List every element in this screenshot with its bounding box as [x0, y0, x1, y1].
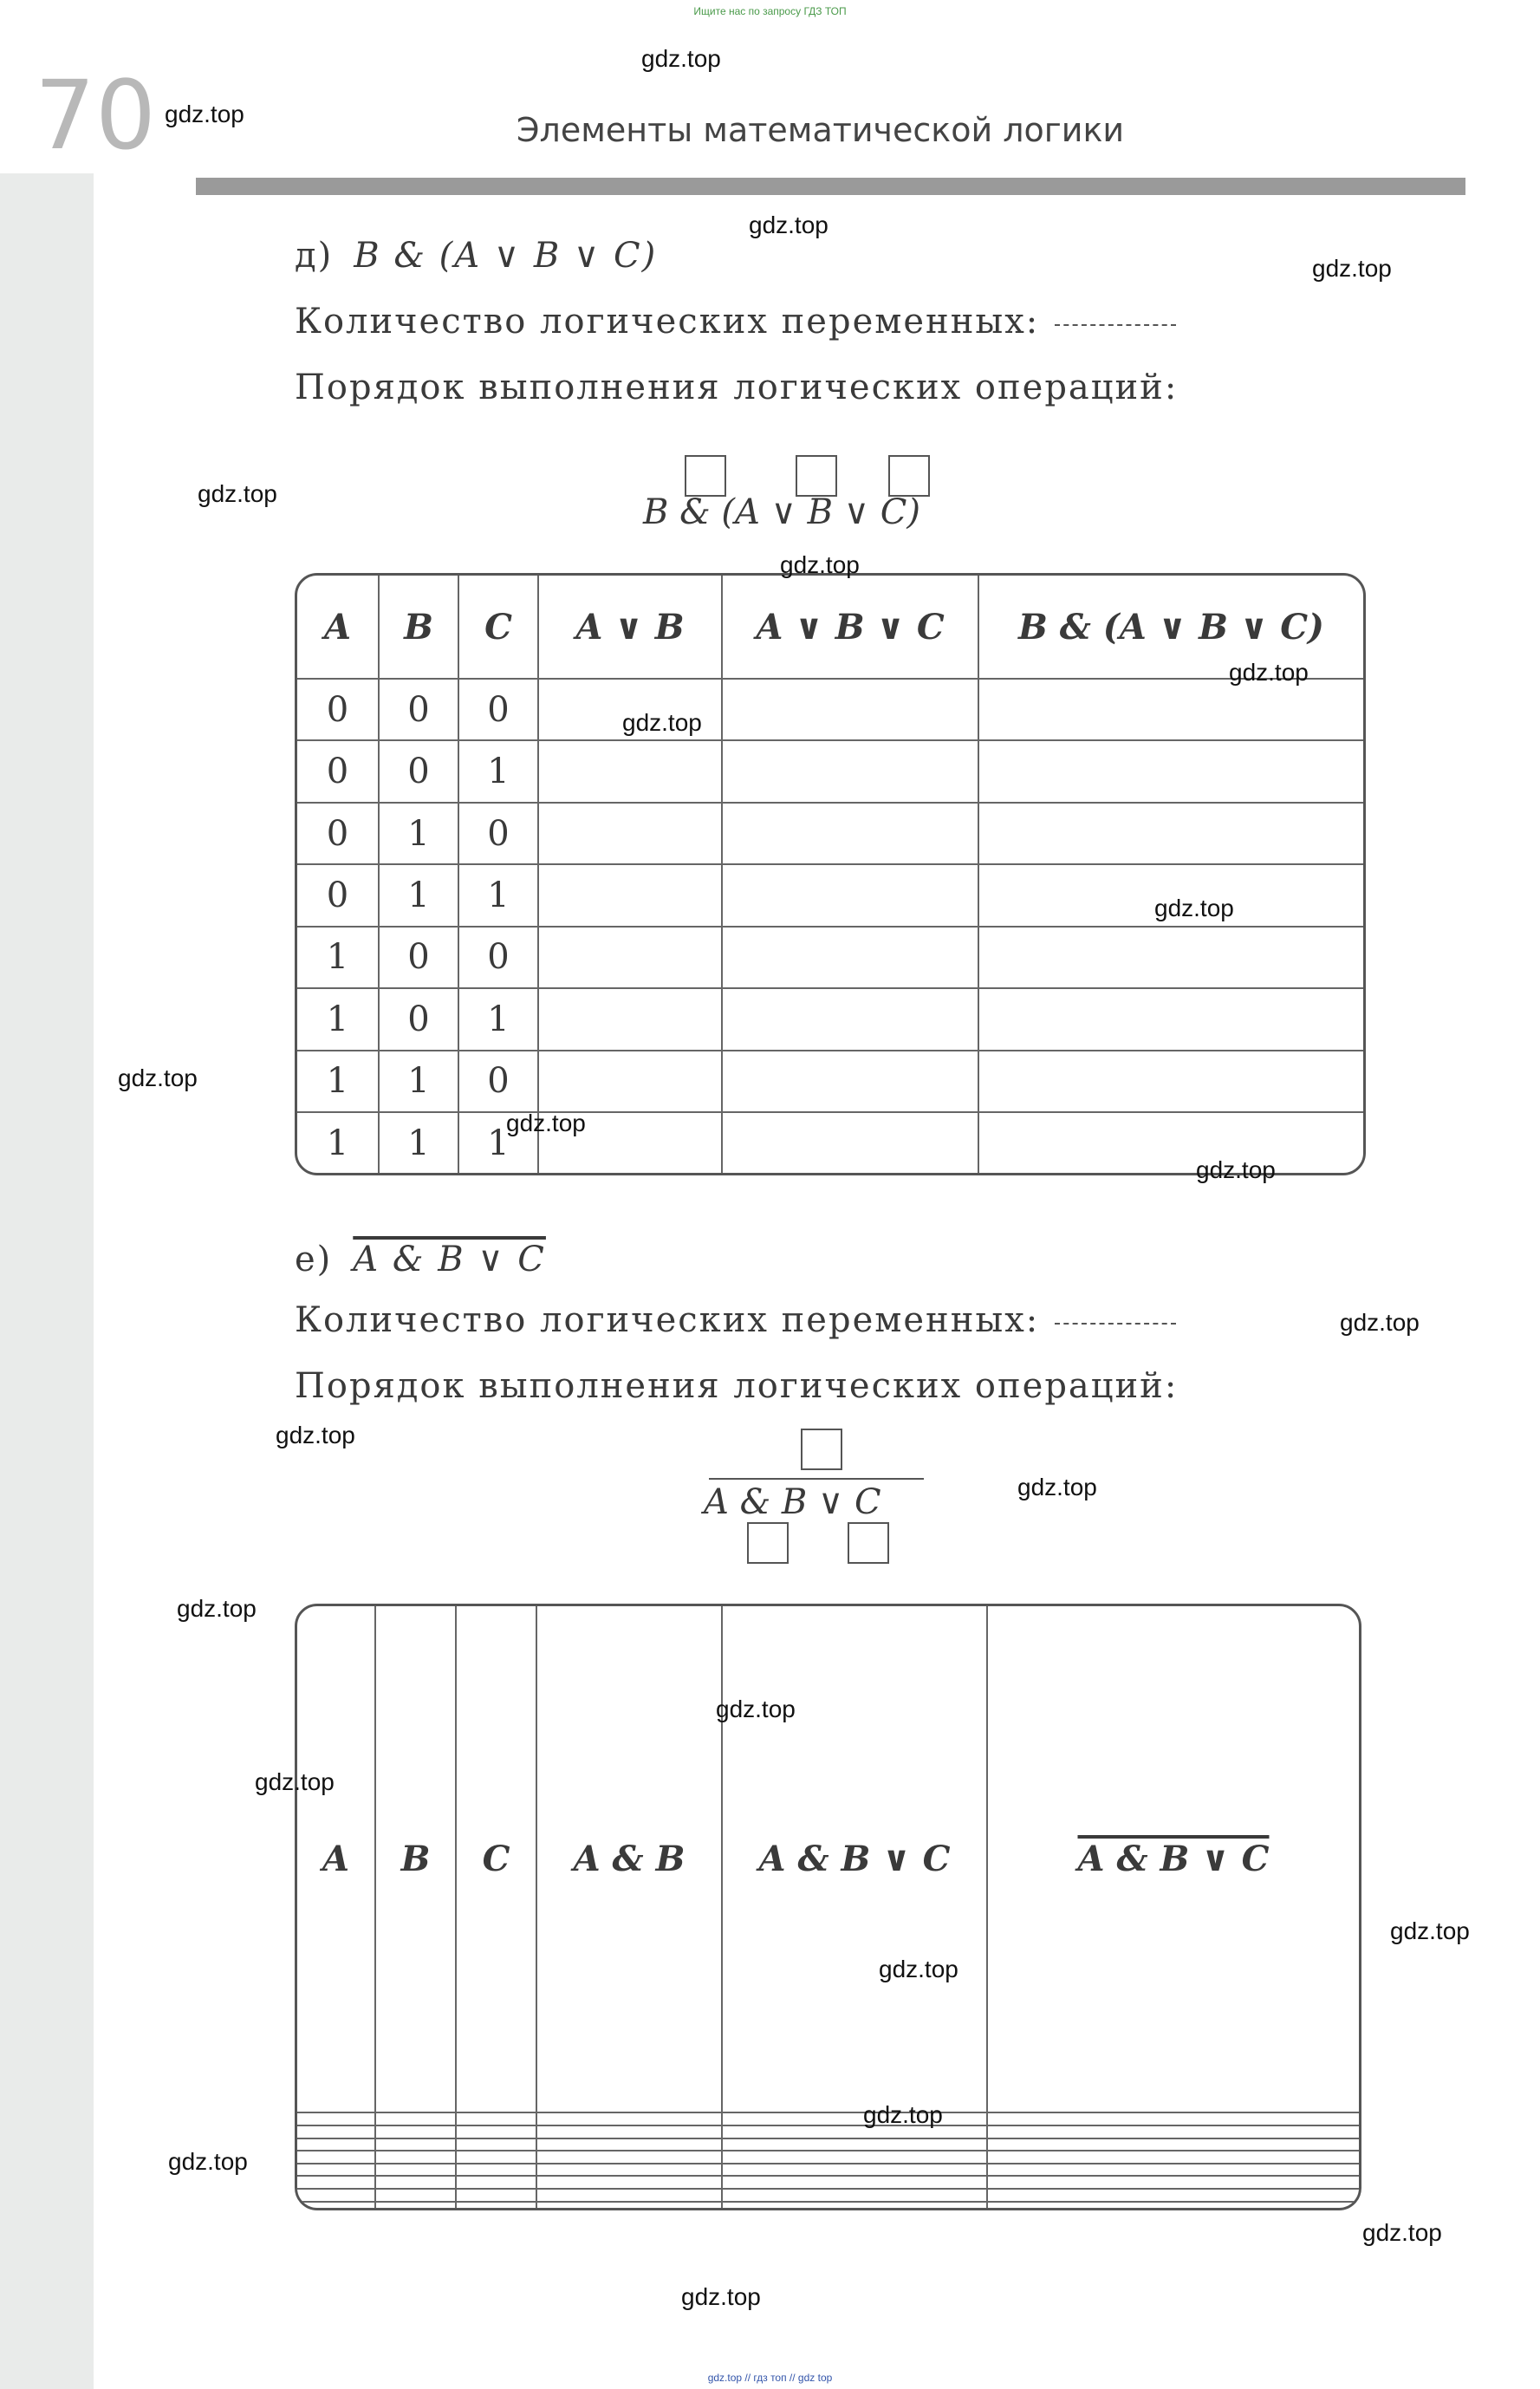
watermark: gdz.top — [1340, 1309, 1420, 1336]
task-d-var-count-label: Количество логических переменных: — [295, 302, 1040, 342]
answer-cell[interactable] — [978, 740, 1363, 802]
answer-cell[interactable] — [987, 2189, 1359, 2202]
answer-cell[interactable] — [987, 2202, 1359, 2208]
answer-cell[interactable] — [722, 2164, 987, 2177]
watermark: gdz.top — [879, 1956, 958, 1982]
answer-cell[interactable] — [978, 1051, 1363, 1112]
task-e-order-box-1[interactable] — [747, 1522, 789, 1564]
input-value-cell — [456, 2138, 536, 2151]
input-value-cell — [456, 2176, 536, 2189]
answer-cell[interactable] — [722, 2151, 987, 2164]
input-value-cell — [456, 2164, 536, 2177]
input-value-cell: 1 — [297, 1112, 379, 1173]
answer-cell[interactable] — [722, 2176, 987, 2189]
input-value-cell: 0 — [379, 679, 458, 740]
task-e-header-negated — [987, 1606, 1359, 2112]
task-e-var-count-blank[interactable] — [1055, 1323, 1176, 1325]
input-value-cell: 0 — [458, 927, 538, 988]
input-value-cell: 0 — [379, 927, 458, 988]
answer-cell[interactable] — [987, 2138, 1359, 2151]
table-row — [297, 679, 1363, 740]
task-e-order-box-2[interactable] — [848, 1522, 889, 1564]
input-value-cell — [375, 2164, 456, 2177]
table-row — [297, 2125, 1359, 2138]
task-d-header: B — [379, 576, 458, 679]
watermark: gdz.top — [165, 101, 244, 127]
input-value-cell — [456, 2189, 536, 2202]
table-row — [297, 927, 1363, 988]
task-d-header: A — [297, 576, 379, 679]
input-value-cell — [297, 2202, 375, 2208]
task-e-header: A — [297, 1606, 375, 2112]
input-value-cell — [375, 2176, 456, 2189]
input-value-cell — [456, 2112, 536, 2125]
table-row — [297, 2138, 1359, 2151]
watermark: gdz.top — [1362, 2219, 1442, 2246]
input-value-cell: 1 — [297, 927, 379, 988]
task-e-truth-table — [295, 1604, 1361, 2210]
task-e-table-body — [297, 2112, 1359, 2208]
header-title: Элементы математической логики — [517, 111, 1125, 149]
header-rule — [196, 178, 1465, 195]
answer-cell[interactable] — [987, 2164, 1359, 2177]
answer-cell[interactable] — [722, 988, 978, 1050]
top-note: Ищите нас по запросу ГДЗ ТОП — [693, 5, 847, 17]
answer-cell[interactable] — [978, 1112, 1363, 1173]
answer-cell[interactable] — [722, 679, 978, 740]
answer-cell[interactable] — [536, 2176, 722, 2189]
task-e-header: A & B ∨ C — [722, 1606, 987, 2112]
answer-cell[interactable] — [722, 927, 978, 988]
watermark: gdz.top — [506, 1110, 586, 1136]
table-row — [297, 988, 1363, 1050]
task-d-order-box-3[interactable] — [888, 455, 930, 497]
answer-cell[interactable] — [987, 2151, 1359, 2164]
task-e-var-count-label: Количество логических переменных: — [295, 1300, 1040, 1340]
input-value-cell: 1 — [379, 864, 458, 926]
input-value-cell — [297, 2138, 375, 2151]
input-value-cell — [456, 2151, 536, 2164]
table-row — [297, 803, 1363, 864]
input-value-cell — [297, 2189, 375, 2202]
watermark: gdz.top — [863, 2101, 943, 2128]
answer-cell[interactable] — [978, 803, 1363, 864]
task-d-op-expression: B & (A ∨ B ∨ C) — [643, 492, 920, 532]
answer-cell[interactable] — [978, 679, 1363, 740]
task-e-header: A & B — [536, 1606, 722, 2112]
answer-cell[interactable] — [987, 2125, 1359, 2138]
watermark: gdz.top — [1154, 895, 1234, 921]
task-e-header-negated-text: A & B ∨ C — [1077, 1839, 1270, 1880]
task-e-heading — [295, 1240, 546, 1279]
answer-cell[interactable] — [978, 988, 1363, 1050]
watermark: gdz.top — [681, 2283, 761, 2310]
answer-cell[interactable] — [978, 927, 1363, 988]
task-e-order-label: Порядок выполнения логических операций: — [295, 1366, 1179, 1406]
answer-cell[interactable] — [722, 864, 978, 926]
input-value-cell: 1 — [458, 740, 538, 802]
watermark: gdz.top — [276, 1422, 355, 1448]
table-row — [297, 1051, 1363, 1112]
answer-cell[interactable] — [538, 864, 722, 926]
answer-cell[interactable] — [722, 1051, 978, 1112]
task-d-var-count — [295, 302, 1176, 342]
answer-cell[interactable] — [722, 803, 978, 864]
task-e-expression: A & B ∨ C — [353, 1240, 546, 1279]
watermark: gdz.top — [716, 1696, 796, 1722]
answer-cell[interactable] — [722, 2125, 987, 2138]
input-value-cell: 1 — [379, 1051, 458, 1112]
input-value-cell: 1 — [458, 988, 538, 1050]
answer-cell[interactable] — [987, 2112, 1359, 2125]
task-e-order-box-top[interactable] — [801, 1429, 842, 1470]
task-e-negation-bar — [709, 1478, 924, 1480]
input-value-cell — [297, 2176, 375, 2189]
answer-cell[interactable] — [722, 1112, 978, 1173]
answer-cell[interactable] — [987, 2176, 1359, 2189]
task-d-var-count-blank[interactable] — [1055, 324, 1176, 326]
answer-cell[interactable] — [536, 2138, 722, 2151]
input-value-cell — [375, 2125, 456, 2138]
page-number: 70 — [35, 60, 156, 171]
answer-cell[interactable] — [536, 2164, 722, 2177]
task-d-header: B & (A ∨ B ∨ C) — [978, 576, 1363, 679]
input-value-cell: 1 — [379, 1112, 458, 1173]
table-row — [297, 740, 1363, 802]
answer-cell[interactable] — [722, 2202, 987, 2208]
input-value-cell: 1 — [297, 1051, 379, 1112]
input-value-cell: 1 — [458, 1112, 538, 1173]
answer-cell[interactable] — [722, 2138, 987, 2151]
task-e-op-expression: A & B ∨ C — [704, 1482, 881, 1522]
table-row — [297, 2151, 1359, 2164]
input-value-cell: 0 — [297, 740, 379, 802]
input-value-cell — [297, 2151, 375, 2164]
task-e-label: е) — [295, 1240, 333, 1279]
task-d-header: C — [458, 576, 538, 679]
input-value-cell: 0 — [379, 740, 458, 802]
answer-cell[interactable] — [536, 2202, 722, 2208]
answer-cell[interactable] — [538, 927, 722, 988]
answer-cell[interactable] — [536, 2151, 722, 2164]
task-e-header: B — [375, 1606, 456, 2112]
watermark: gdz.top — [1196, 1156, 1276, 1183]
input-value-cell — [297, 2125, 375, 2138]
bottom-note: gdz.top // гдз топ // gdz top — [707, 2372, 833, 2384]
input-value-cell: 1 — [458, 864, 538, 926]
answer-cell[interactable] — [722, 2189, 987, 2202]
watermark: gdz.top — [198, 480, 277, 507]
table-row — [297, 2176, 1359, 2189]
task-d-order-label: Порядок выполнения логических операций: — [295, 368, 1179, 407]
answer-cell[interactable] — [538, 740, 722, 802]
table-row — [297, 2189, 1359, 2202]
watermark: gdz.top — [118, 1064, 198, 1091]
answer-cell[interactable] — [536, 2189, 722, 2202]
task-d-table-body — [297, 679, 1363, 1173]
watermark: gdz.top — [622, 709, 702, 736]
input-value-cell — [375, 2112, 456, 2125]
input-value-cell: 0 — [297, 679, 379, 740]
watermark: gdz.top — [780, 551, 860, 578]
input-value-cell: 0 — [458, 679, 538, 740]
task-d-order-box-2[interactable] — [796, 455, 837, 497]
input-value-cell: 1 — [379, 803, 458, 864]
watermark: gdz.top — [1229, 659, 1309, 686]
input-value-cell — [456, 2125, 536, 2138]
input-value-cell: 0 — [297, 864, 379, 926]
answer-cell[interactable] — [536, 2112, 722, 2125]
input-value-cell — [456, 2202, 536, 2208]
input-value-cell — [375, 2151, 456, 2164]
table-row — [297, 2164, 1359, 2177]
answer-cell[interactable] — [538, 1051, 722, 1112]
watermark: gdz.top — [168, 2148, 248, 2175]
answer-cell[interactable] — [538, 988, 722, 1050]
watermark: gdz.top — [255, 1768, 335, 1795]
task-d-header: A ∨ B ∨ C — [722, 576, 978, 679]
input-value-cell: 0 — [379, 988, 458, 1050]
input-value-cell: 0 — [458, 803, 538, 864]
input-value-cell — [375, 2138, 456, 2151]
task-d-header: A ∨ B — [538, 576, 722, 679]
watermark: gdz.top — [1017, 1474, 1097, 1500]
watermark: gdz.top — [177, 1595, 257, 1622]
task-d-label: д) — [295, 236, 334, 276]
answer-cell[interactable] — [722, 2112, 987, 2125]
left-margin-strip — [0, 173, 94, 2389]
input-value-cell: 0 — [297, 803, 379, 864]
watermark: gdz.top — [749, 212, 828, 238]
input-value-cell — [297, 2112, 375, 2125]
input-value-cell — [375, 2202, 456, 2208]
input-value-cell: 1 — [297, 988, 379, 1050]
task-d-truth-table — [295, 573, 1366, 1175]
answer-cell[interactable] — [536, 2125, 722, 2138]
input-value-cell — [375, 2189, 456, 2202]
task-e-var-count — [295, 1300, 1176, 1340]
input-value-cell: 0 — [458, 1051, 538, 1112]
input-value-cell — [297, 2164, 375, 2177]
watermark: gdz.top — [1390, 1917, 1470, 1944]
answer-cell[interactable] — [538, 803, 722, 864]
task-d-order-box-1[interactable] — [685, 455, 726, 497]
answer-cell[interactable] — [722, 740, 978, 802]
watermark: gdz.top — [641, 45, 721, 72]
watermark: gdz.top — [1312, 255, 1392, 282]
task-d-expression: B & (A ∨ B ∨ C) — [354, 236, 658, 276]
task-d-heading — [295, 236, 657, 276]
task-e-header: C — [456, 1606, 536, 2112]
table-row — [297, 2202, 1359, 2208]
table-row — [297, 2112, 1359, 2125]
